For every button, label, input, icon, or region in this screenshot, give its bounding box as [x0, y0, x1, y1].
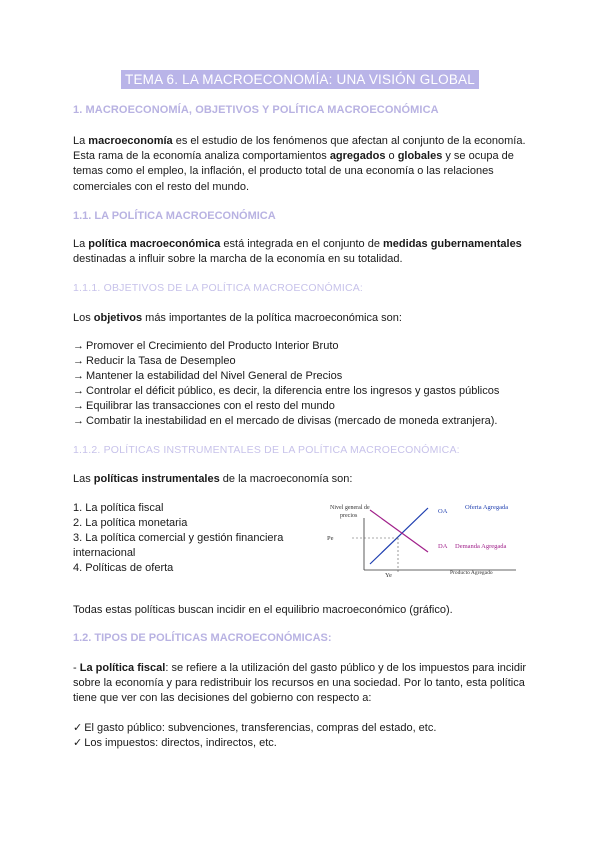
oa-label: OA — [438, 508, 448, 515]
check-item: ✓ El gasto público: subvenciones, transferencias, compras del estado, etc. — [73, 722, 437, 734]
section-heading-1-1-2: 1.1.2. POLÍTICAS INSTRUMENTALES DE LA POLÍTICA MACROECONÓMICA: — [73, 444, 460, 456]
politica-fiscal-paragraph: - La política fiscal: se refiere a la utilización del gasto público y de los impuestos para incidir sobre la economía y para redistribuir los recursos en una sociedad. Por lo tanto, esta política tiene que ver con las decisiones del gobierno con respecto a: — [73, 662, 527, 705]
objective-item: → Promover el Crecimiento del Producto Interior Bruto — [73, 340, 339, 352]
section-heading-1-1: 1.1. LA POLÍTICA MACROECONÓMICA — [73, 210, 276, 222]
arrow-icon: → — [73, 385, 84, 397]
arrow-icon: → — [73, 355, 84, 367]
objective-item: → Reducir la Tasa de Desempleo — [73, 355, 236, 367]
objetivos-intro: Los objetivos más importantes de la política macroeconómica son: — [73, 312, 402, 324]
policy-item: internacional — [73, 547, 136, 559]
section-heading-1-1-1: 1.1.1. OBJETIVOS DE LA POLÍTICA MACROECONÓMICA: — [73, 282, 364, 294]
arrow-icon: → — [73, 400, 84, 412]
arrow-icon: → — [73, 340, 84, 352]
y-axis-label-2: precios — [340, 513, 358, 519]
supply-demand-graph — [320, 498, 535, 582]
objective-item: → Controlar el déficit público, es decir, la diferencia entre los ingresos y gastos públicos — [73, 385, 500, 397]
arrow-icon: → — [73, 370, 84, 382]
objective-item: → Combatir la inestabilidad en el mercado de divisas (mercado de moneda extranjera). — [73, 415, 498, 427]
policy-item: 4. Políticas de oferta — [73, 562, 174, 574]
pe-label: Pe — [327, 535, 334, 542]
instrumentales-intro: Las políticas instrumentales de la macroeconomía son: — [73, 473, 353, 485]
demanda-label: Demanda Agregada — [455, 543, 507, 550]
section-heading-1: 1. MACROECONOMÍA, OBJETIVOS Y POLÍTICA MACROECONÓMICA — [73, 104, 439, 116]
policy-item: 3. La política comercial y gestión financiera — [73, 532, 284, 544]
y-axis-label-1: Nivel general de — [330, 505, 370, 511]
macroeconomia-paragraph: La macroeconomía es el estudio de los fenómenos que afectan al conjunto de la economía. Esta rama de la economía analiza comportamientos agregados o globales y se ocupa de temas como el empleo, la inflación, el producto total de una economía o las relaciones comerciales con el resto del mundo. — [73, 135, 526, 193]
section-heading-1-2: 1.2. TIPOS DE POLÍTICAS MACROECONÓMICAS: — [73, 632, 332, 644]
policy-item: 2. La política monetaria — [73, 517, 188, 529]
objective-item: → Mantener la estabilidad del Nivel General de Precios — [73, 370, 343, 382]
arrow-icon: → — [73, 415, 84, 427]
check-icon: ✓ — [73, 737, 83, 749]
policy-item: 1. La política fiscal — [73, 502, 164, 514]
ye-label: Ye — [385, 572, 392, 579]
politica-paragraph: La política macroeconómica está integrada en el conjunto de medidas gubernamentales destinadas a influir sobre la marcha de la economía en su totalidad. — [73, 238, 522, 266]
da-label: DA — [438, 543, 448, 550]
check-item: ✓ Los impuestos: directos, indirectos, etc. — [73, 737, 277, 749]
closing-sentence: Todas estas políticas buscan incidir en el equilibrio macroeconómico (gráfico). — [73, 604, 453, 616]
page-title: TEMA 6. LA MACROECONOMÍA: UNA VISIÓN GLOBAL — [121, 70, 479, 89]
objective-item: → Equilibrar las transacciones con el resto del mundo — [73, 400, 335, 412]
check-icon: ✓ — [73, 722, 83, 734]
oferta-label: Oferta Agregada — [465, 504, 509, 511]
x-axis-label: Producto Agregado — [450, 570, 493, 576]
